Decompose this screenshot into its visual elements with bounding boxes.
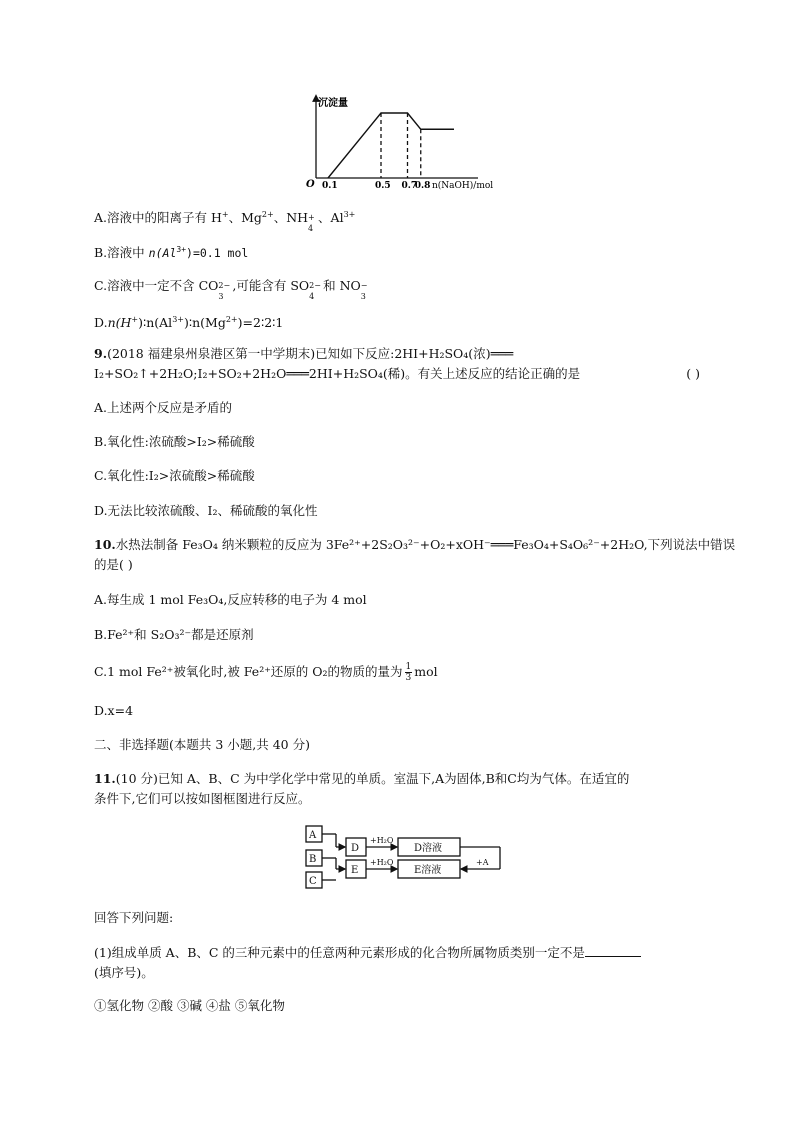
svg-text:+H₂O: +H₂O [370,836,394,845]
q10-option-d: D.x=4 [94,703,134,718]
svg-text:C: C [309,876,317,887]
x-tick-label: 0.5 [375,181,391,191]
q10-option-b: B.Fe²⁺和 S₂O₃²⁻都是还原剂 [94,627,254,642]
q11-sub1-line1: (1)组成单质 A、B、C 的三种元素中的任意两种元素形成的化合物所属物质类别一定不是 [94,943,641,963]
q11-stem-line2: 条件下,它们可以按如图框图进行反应。 [94,791,311,806]
q11-prompt: 回答下列问题: [94,910,174,925]
q8-option-b: B.溶液中 $n(Al^{3+})=0.1$ mol [94,244,249,260]
y-axis-label: 沉淀量 [318,98,348,109]
q8-option-a: A.溶液中的阳离子有 H+、$Mg^{2+}$、NH + 4 、$Al^{3+}$ [94,210,356,233]
q8-option-d: $D.n(H^+)∶n(Al^{3+})∶n(Mg^{2+})=2∶2∶1$ [94,315,284,331]
q9-option-c: C.氧化性:I₂>浓硫酸>稀硫酸 [94,468,255,483]
svg-text:+A: +A [476,858,489,867]
series-line [328,113,421,178]
section-heading: 二、非选择题(本题共 3 小题,共 40 分) [94,737,310,752]
fraction-one-third: $\frac{1}{3}$ [405,662,412,683]
svg-text:B: B [309,854,317,865]
precipitate-chart [0,0,794,200]
x-tick-label: 0.1 [322,181,338,191]
answer-blank[interactable] [585,944,641,957]
svg-text:D: D [351,843,360,854]
q10-option-c: C.1 mol Fe²⁺被氧化时,被 Fe²⁺还原的 O₂的物质的量为 $\frac{1}{3}$ mol [94,662,438,683]
q9-stem-line2: I₂+SO₂↑+2H₂O;I₂+SO₂+2H₂O═══2HI+H₂SO₄(稀)。有关上述反应的结论正确的是 ( ) [94,364,700,384]
q10-option-a: A.每生成 1 mol Fe₃O₄,反应转移的电子为 4 mol [94,592,367,607]
origin-label: O [306,179,315,190]
svg-text:E: E [351,865,359,876]
q11-sub1-line2: (填序号)。 [94,965,154,980]
x-axis-label: n(NaOH)/mol [432,181,494,191]
svg-text:E溶液: E溶液 [414,865,442,876]
x-tick-label: 0.7 [401,181,418,191]
q9-option-a: A.上述两个反应是矛盾的 [94,400,233,415]
q9-option-b: B.氧化性:浓硫酸>I₂>稀硫酸 [94,434,255,449]
q11-stem-line1: 11.(10 分)已知 A、B、C 为中学化学中常见的单质。室温下,A为固体,B和C均为气体。在适宜的 [94,771,630,786]
answer-paren: ( ) [686,366,700,381]
q10-stem-line2: 的是( ) [94,557,133,572]
q9-stem-line1: 9.(2018 福建泉州泉港区第一中学期末)已知如下反应:2HI+H₂SO₄(浓)═══ [94,346,514,361]
q9-option-d: D.无法比较浓硫酸、I₂、稀硫酸的氧化性 [94,503,318,518]
q8-option-c: C.溶液中一定不含 CO 2− 3 ,可能含有 SO 2− 4 和 NO − 3 [94,278,368,301]
reaction-flow-diagram [0,822,794,892]
svg-text:A: A [309,830,317,841]
q10-stem-line1: 10.水热法制备 Fe₃O₄ 纳米颗粒的反应为 3Fe²⁺+2S₂O₃²⁻+O₂+xOH⁻═══Fe₃O₄+S₄O₆²⁻+2H₂O,下列说法中错误 [94,537,736,552]
q11-options: ①氢化物 ②酸 ③碱 ④盐 ⑤氧化物 [94,998,285,1013]
svg-text:D溶液: D溶液 [414,843,443,854]
x-tick-label: 0.8 [414,181,431,191]
svg-text:+H₂O: +H₂O [370,858,394,867]
